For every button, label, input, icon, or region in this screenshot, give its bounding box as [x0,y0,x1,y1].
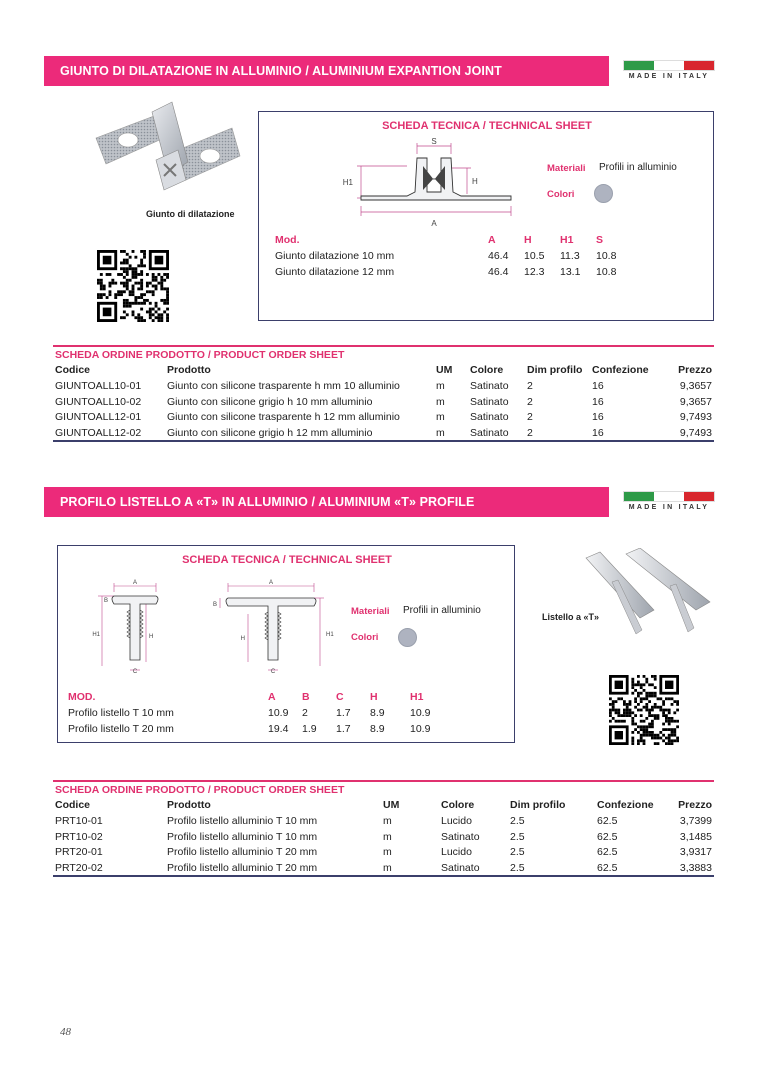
table-cell: Profilo listello alluminio T 10 mm [167,830,318,843]
table-cell: 62.5 [597,861,618,874]
order-sheet-2-title: SCHEDA ORDINE PRODOTTO / PRODUCT ORDER SHEET [55,784,345,796]
t-profile-20-diagram [208,578,338,674]
table-cell: Giunto con silicone trasparente h 12 mm alluminio [167,411,400,423]
order-header-dim-profilo: Dim profilo [510,799,566,811]
order-header-prodotto: Prodotto [167,799,211,811]
order-header-prezzo: Prezzo [678,364,712,376]
italian-flag-icon [623,60,715,71]
table-cell: m [436,411,445,423]
table-cell: GIUNTOALL12-01 [55,411,142,423]
table-cell: 62.5 [597,815,618,827]
spec-header-h: H [370,691,378,703]
table-cell: Lucido [441,846,472,858]
table-row [55,846,715,861]
table-cell: PRT10-02 [55,830,103,843]
order-header-codice: Codice [55,364,91,376]
table-row [55,380,715,395]
table-cell: Satinato [470,380,509,392]
qr-code-icon[interactable] [97,250,169,322]
table-cell: Satinato [441,861,480,874]
table-cell: Satinato [441,830,480,843]
table-row [55,831,715,846]
table-cell: 16 [592,411,604,423]
order-sheet-1-bottom-rule [53,440,714,442]
dim-label-h: H [240,636,245,642]
dim-label-a: A [431,219,437,228]
table-cell: Profilo listello alluminio T 20 mm [167,861,318,874]
order-header-dim-profilo: Dim profilo [527,364,583,376]
expansion-joint-photo [92,98,242,198]
table-cell: m [383,861,392,874]
section1-banner-text: GIUNTO DI DILATAZIONE IN ALLUMINIO / ALUMINIUM EXPANTION JOINT [60,64,502,78]
spec-row-1-h: 8.9 [370,707,385,719]
spec-row-1-h1: 11.3 [560,250,580,262]
spec-row-1-s: 10.8 [596,250,617,262]
spec-row-2-h: 12.3 [524,266,545,278]
table-cell: PRT10-01 [55,815,103,827]
spec-header-h1: H1 [560,234,574,246]
spec-row-2-a: 19.4 [268,723,289,735]
spec-row-2-a: 46.4 [488,266,509,278]
spec-row-1-model: Giunto dilatazione 10 mm [275,250,395,262]
dim-label-h: H [472,177,478,186]
table-cell: Profilo listello alluminio T 20 mm [167,846,318,858]
table-cell: GIUNTOALL10-02 [55,395,142,408]
colori-label: Colori [351,632,379,643]
table-cell: Giunto con silicone grigio h 12 mm alluminio [167,426,373,439]
table-cell: PRT20-01 [55,846,103,858]
materiali-value: Profili in alluminio [403,605,481,616]
spec-row-2-h1: 13.1 [560,266,581,278]
spec-row-2-h1: 10.9 [410,723,431,735]
spec-header-c: C [336,691,344,703]
materiali-value: Profili in alluminio [599,162,677,173]
technical-spec-table-1 [275,234,705,284]
order-sheet-1-title: SCHEDA ORDINE PRODOTTO / PRODUCT ORDER SHEET [55,349,345,361]
table-cell: GIUNTOALL10-01 [55,380,142,392]
table-cell: PRT20-02 [55,861,103,874]
spec-row-2-model: Giunto dilatazione 12 mm [275,266,395,278]
dim-label-h: H [149,634,154,640]
dim-label-s: S [431,137,437,146]
table-cell: GIUNTOALL12-02 [55,426,142,439]
table-cell: m [436,380,445,392]
table-cell: Satinato [470,411,509,423]
t-profile-caption: Listello a «T» [542,612,600,622]
spec-header-a: A [488,234,496,246]
table-cell: 2 [527,426,533,439]
colori-label: Colori [547,189,575,200]
page-number: 48 [60,1026,71,1038]
table-cell: Lucido [441,815,472,827]
color-swatch-satin [398,628,417,647]
spec-header-mod: Mod. [275,234,300,246]
dim-label-h1: H1 [342,178,353,187]
table-cell: Giunto con silicone trasparente h mm 10 alluminio [167,380,400,392]
made-in-italy-flag-2 [623,491,715,511]
spec-row-2-s: 10.8 [596,266,617,278]
table-cell: Giunto con silicone grigio h 10 mm alluminio [167,395,373,408]
table-cell: Satinato [470,426,509,439]
materiali-label: Materiali [547,163,586,174]
table-cell: m [383,815,392,827]
table-cell: 3,7399 [679,815,712,827]
order-header-codice: Codice [55,799,91,811]
made-in-italy-flag [623,60,715,80]
table-cell: 62.5 [597,830,618,843]
table-cell: 9,3657 [679,380,712,392]
spec-header-s: S [596,234,604,246]
table-cell: 62.5 [597,846,618,858]
table-cell: 16 [592,380,604,392]
spec-header-mod: MOD. [68,691,96,703]
order-header-um: UM [383,799,400,811]
table-row [55,411,715,426]
color-swatch-satin [594,184,613,203]
t-profile-10-diagram [92,578,182,674]
dim-label-a: A [132,580,138,586]
table-cell: 9,7493 [679,411,712,423]
table-cell: m [383,830,392,843]
table-cell: Satinato [470,395,509,408]
table-cell: 9,7493 [679,426,712,439]
dim-label-b: B [103,598,108,604]
dim-label-c: C [270,669,276,674]
order-header-um: UM [436,364,453,376]
spec-row-2-model: Profilo listello T 20 mm [68,723,174,735]
table-cell: 16 [592,426,604,439]
section2-banner [44,487,609,517]
order-header-prezzo: Prezzo [678,799,712,811]
table-cell: 9,3657 [679,395,712,408]
made-in-italy-text: MADE IN ITALY [628,73,710,80]
table-cell: m [383,846,392,858]
qr-code-icon[interactable] [609,675,679,745]
dim-label-c: C [132,669,138,674]
spec-row-1-b: 2 [302,707,308,719]
order-sheet-2-top-rule [53,780,714,782]
spec-row-1-c: 1.7 [336,707,351,719]
table-cell: 2 [527,395,533,408]
technical-spec-table-2 [68,691,508,741]
spec-row-2-h: 8.9 [370,723,385,735]
spec-header-b: B [302,691,310,703]
table-cell: 2 [527,411,533,423]
order-header-colore: Colore [470,364,504,376]
technical-sheet-box-1 [258,111,714,321]
expansion-joint-caption: Giunto di dilatazione [146,209,235,219]
order-sheet-2-bottom-rule [53,875,714,877]
table-cell: m [436,395,445,408]
table-cell: Profilo listello alluminio T 10 mm [167,815,318,827]
table-cell: 2.5 [510,861,525,874]
spec-row-2-b: 1.9 [302,723,317,735]
table-cell: 2.5 [510,815,525,827]
order-header-confezione: Confezione [597,799,654,811]
section1-banner [44,56,609,86]
t-profile-photo [582,548,714,638]
dim-label-h1: H1 [92,632,100,638]
expansion-joint-diagram [339,136,519,230]
table-cell: 16 [592,395,604,408]
table-cell: 3,9317 [679,846,712,858]
spec-row-2-c: 1.7 [336,723,351,735]
table-cell: 3,3883 [679,861,712,874]
order-header-confezione: Confezione [592,364,649,376]
table-row [55,396,715,411]
spec-row-1-a: 10.9 [268,707,289,719]
table-cell: 2 [527,380,533,392]
dim-label-b: B [212,602,217,608]
order-sheet-1-top-rule [53,345,714,347]
section2-banner-text: PROFILO LISTELLO A «T» IN ALLUMINIO / ALUMINIUM «T» PROFILE [60,495,475,509]
table-row [55,815,715,830]
spec-row-1-model: Profilo listello T 10 mm [68,707,174,719]
dim-label-a: A [268,580,274,586]
table-cell: 2.5 [510,846,525,858]
order-header-prodotto: Prodotto [167,364,211,376]
table-cell: 2.5 [510,830,525,843]
technical-sheet-box-2 [57,545,515,743]
spec-header-h1: H1 [410,691,424,703]
italian-flag-icon [623,491,715,502]
spec-header-a: A [268,691,276,703]
dim-label-h1: H1 [326,632,334,638]
spec-header-h: H [524,234,532,246]
spec-row-1-h1: 10.9 [410,707,431,719]
technical-sheet-title: SCHEDA TECNICA / TECHNICAL SHEET [182,554,392,566]
table-cell: 3,1485 [679,830,712,843]
materiali-label: Materiali [351,606,390,617]
table-cell: m [436,426,445,439]
made-in-italy-text: MADE IN ITALY [628,504,710,511]
spec-row-1-h: 10.5 [524,250,545,262]
order-header-colore: Colore [441,799,475,811]
spec-row-1-a: 46.4 [488,250,509,262]
technical-sheet-title: SCHEDA TECNICA / TECHNICAL SHEET [382,120,592,132]
